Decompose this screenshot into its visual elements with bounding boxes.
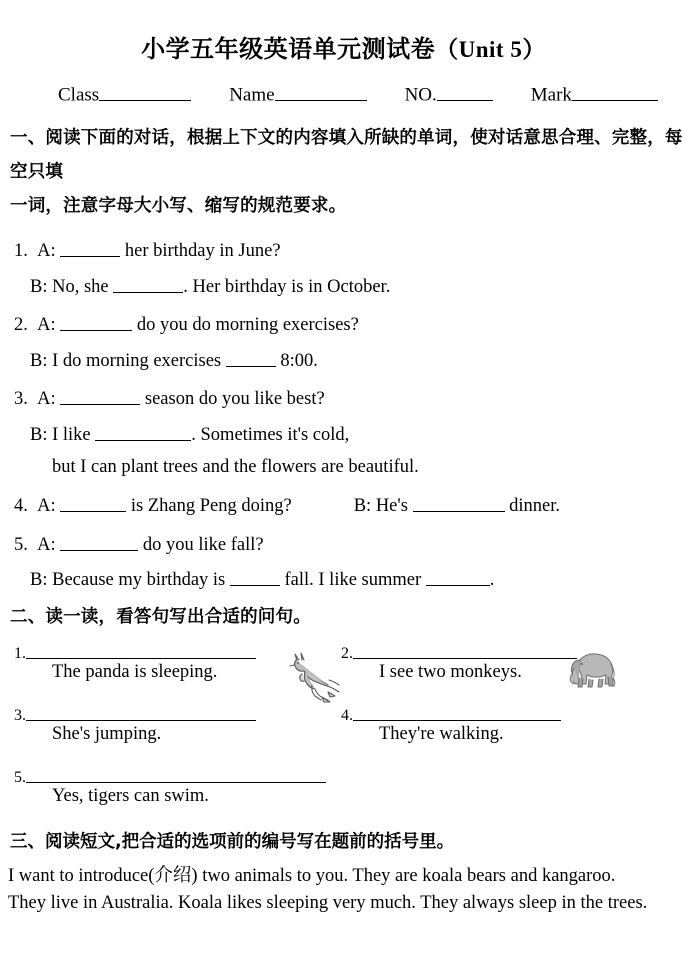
section-one-heading-line2: 一词，注意字母大小写、缩写的规范要求。 [10,196,347,217]
passage-line-1: I want to introduce(介绍) two animals to you. They are koala bears and kangaroo. [8,865,616,886]
question-3-blank-2[interactable] [95,423,191,441]
answer-2-number: 2. [341,644,353,662]
question-3-line-c: but I can plant trees and the flowers are beautiful. [52,457,419,478]
question-2-line-b [0,349,687,371]
section-two-row-1 [0,643,687,705]
question-1-number: 1. [14,241,28,262]
question-2-text-b-post: 8:00. [275,350,318,371]
no-label: NO. [404,84,437,106]
answer-item-3 [14,705,256,744]
question-2-blank-1[interactable] [60,313,132,331]
class-blank[interactable] [99,83,191,101]
speaker-b-label: B: [30,350,48,371]
answer-item-2 [341,643,577,682]
question-5-text-b-mid: fall. I like summer [279,570,426,591]
name-field[interactable] [229,83,366,107]
answer-5-line [14,767,326,787]
section-two-row-3 [0,767,687,825]
question-4-text-a: is Zhang Peng doing? [126,496,292,516]
speaker-b-label: B: [30,570,48,591]
answer-3-number: 3. [14,706,26,724]
no-field[interactable] [405,83,493,107]
question-4-blank-1[interactable] [60,494,126,512]
question-4-text-b-post: dinner. [504,496,561,516]
class-field[interactable] [58,83,191,107]
question-5-text-b-pre: Because my birthday is [52,570,230,591]
answer-item-5 [14,767,326,806]
question-5-line-b [0,568,687,590]
speaker-b-label: B: [353,496,372,516]
question-4-blank-2[interactable] [413,494,505,512]
mark-blank[interactable] [572,83,658,101]
answer-5-text: Yes, tigers can swim. [52,785,209,806]
question-3-number: 3. [14,389,28,410]
question-1-blank-2[interactable] [113,275,183,293]
name-label: Name [229,84,275,106]
name-blank[interactable] [275,83,367,101]
passage-line-2: They live in Australia. Koala likes sleeping very much. They always sleep in the trees. [8,892,648,913]
section-one-heading-line1: 一、阅读下面的对话，根据上下文的内容填入所缺的单词，使对话意思合理、完整，每空只填 [10,128,683,183]
page-title-chinese: 小学五年级英语单元测试卷 [141,35,436,63]
question-4-text-b-pre: He's [375,496,413,516]
question-1-blank-1[interactable] [60,239,120,257]
question-5-line-a [0,533,687,555]
answer-3-text: She's jumping. [52,723,162,744]
speaker-a-label: A: [37,496,56,516]
student-info-row [0,83,687,107]
question-2-blank-2[interactable] [226,349,276,367]
speaker-b-label: B: [30,424,48,445]
question-5-text-a: do you like fall? [138,534,264,555]
answer-4-number: 4. [341,706,353,724]
question-5-number: 5. [14,534,28,555]
page-title-unit: （Unit 5） [435,37,546,62]
answer-1-rule[interactable] [26,643,256,659]
question-2-text-a: do you do morning exercises? [132,315,359,336]
question-5-blank-2[interactable] [230,568,280,586]
answer-4-line [341,705,561,725]
question-1-line-a [0,239,687,261]
section-two-heading: 二、读一读，看答句写出合适的问句。 [10,606,311,627]
speaker-a-label: A: [37,315,56,336]
question-1-text-b-post: . Her birthday is in October. [183,276,391,297]
answer-item-1 [14,643,256,682]
question-4-line [0,494,687,516]
speaker-b-label: B: [30,276,48,297]
mark-label: Mark [530,84,572,106]
answer-1-text: The panda is sleeping. [52,661,218,682]
question-3-line-b [0,423,687,445]
answer-4-rule[interactable] [353,705,561,721]
answer-item-4 [341,705,561,744]
question-4-number: 4. [14,496,28,516]
section-two-row-2 [0,705,687,767]
mark-field[interactable] [531,83,658,107]
answer-3-rule[interactable] [26,705,256,721]
section-three-heading: 三、阅读短文,把合适的选项前的编号写在题前的括号里。 [10,831,455,852]
question-5-text-b-post: . [489,570,495,591]
question-2-line-a [0,313,687,335]
class-label: Class [58,84,100,106]
question-1-line-b [0,275,687,297]
question-2-text-b-pre: I do morning exercises [52,350,226,371]
no-blank[interactable] [437,83,493,101]
answer-4-text: They're walking. [379,723,504,744]
question-5-blank-3[interactable] [426,568,490,586]
answer-5-number: 5. [14,768,26,786]
answer-2-rule[interactable] [353,643,577,659]
question-3-text-b-pre: I like [52,424,96,445]
question-1-text-b-pre: No, she [52,276,114,297]
question-3-blank-1[interactable] [60,387,140,405]
speaker-a-label: A: [37,241,56,262]
question-3-text-b-post: . Sometimes it's cold, [191,424,350,445]
speaker-a-label: A: [37,534,56,555]
question-5-blank-1[interactable] [60,533,138,551]
page-title [0,0,687,65]
answer-5-rule[interactable] [26,767,326,783]
question-3-line-a [0,387,687,409]
question-3-text-a: season do you like best? [140,389,325,410]
speaker-a-label: A: [37,389,56,410]
answer-1-line [14,643,256,663]
answer-3-line [14,705,256,725]
answer-1-number: 1. [14,644,26,662]
answer-2-line [341,643,577,663]
question-1-text-a: her birthday in June? [120,241,281,262]
question-2-number: 2. [14,315,28,336]
answer-2-text: I see two monkeys. [379,661,522,682]
